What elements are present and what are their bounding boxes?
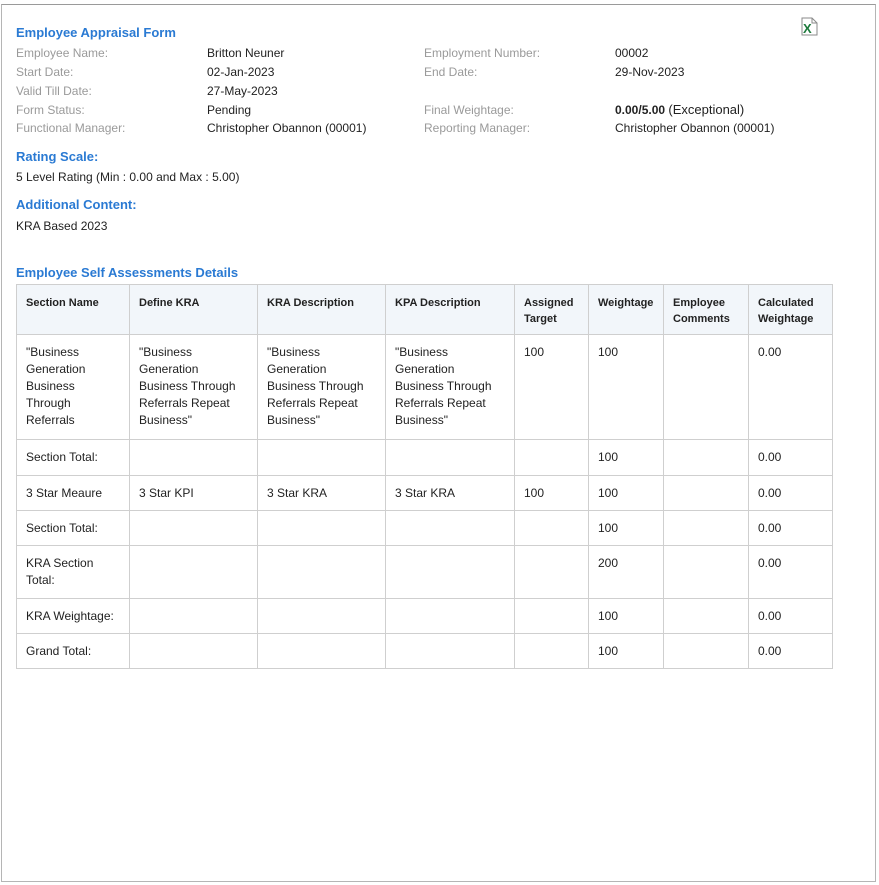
table-cell (664, 511, 749, 546)
rating-scale-title: Rating Scale: (16, 149, 99, 164)
column-header: Define KRA (130, 285, 258, 335)
table-cell (386, 511, 515, 546)
start-date-label: Start Date: (16, 65, 74, 79)
table-cell (386, 546, 515, 599)
table-cell: 100 (515, 476, 589, 511)
table-cell (130, 599, 258, 634)
self-assessment-table (16, 284, 833, 669)
table-cell (130, 511, 258, 546)
table-cell: 100 (589, 634, 664, 669)
column-header: Calculated Weightage (749, 285, 833, 335)
table-cell: 200 (589, 546, 664, 599)
final-weightage-score: 0.00/5.00 (615, 103, 666, 117)
table-cell (515, 440, 589, 476)
functional-manager-value: Christopher Obannon (00001) (207, 121, 367, 135)
valid-till-value: 27-May-2023 (207, 84, 278, 98)
form-title: Employee Appraisal Form (16, 25, 176, 40)
table-row (17, 511, 833, 546)
table-cell: KRA Section Total: (17, 546, 130, 599)
table-cell: Section Total: (17, 511, 130, 546)
table-header-row (17, 285, 833, 335)
column-header: KPA Description (386, 285, 515, 335)
table-cell: 0.00 (749, 599, 833, 634)
table-cell (258, 634, 386, 669)
table-cell (258, 599, 386, 634)
employee-name-value: Britton Neuner (207, 46, 285, 60)
table-row (17, 440, 833, 476)
table-cell (664, 599, 749, 634)
final-weightage-label: Final Weightage: (424, 103, 514, 117)
table-cell: 3 Star KRA (386, 476, 515, 511)
table-cell: 0.00 (749, 476, 833, 511)
table-cell: 100 (515, 335, 589, 440)
form-status-label: Form Status: (16, 103, 85, 117)
valid-till-label: Valid Till Date: (16, 84, 92, 98)
table-cell: 0.00 (749, 440, 833, 476)
table-cell (664, 476, 749, 511)
table-cell (258, 440, 386, 476)
form-status-value: Pending (207, 103, 252, 117)
table-cell: "Business Generation Business Through Referrals Repeat Business" (258, 335, 386, 440)
table-cell (515, 599, 589, 634)
table-cell: "Business Generation Business Through Referrals Repeat Business" (386, 335, 515, 440)
reporting-manager-value: Christopher Obannon (00001) (615, 121, 775, 135)
table-cell (515, 511, 589, 546)
svg-text:X: X (803, 21, 812, 36)
self-assessment-title: Employee Self Assessments Details (16, 265, 239, 280)
table-cell: 100 (589, 335, 664, 440)
table-cell (130, 440, 258, 476)
table-cell (130, 546, 258, 599)
table-cell: 0.00 (749, 634, 833, 669)
table-cell: 0.00 (749, 335, 833, 440)
column-header: Employee Comments (664, 285, 749, 335)
table-cell (515, 546, 589, 599)
table-cell: "Business Generation Business Through Referrals Repeat Business" (130, 335, 258, 440)
table-cell (386, 634, 515, 669)
table-cell: 3 Star KPI (130, 476, 258, 511)
table-row (17, 476, 833, 511)
table-row (17, 335, 833, 440)
table-cell: 100 (589, 511, 664, 546)
column-header: KRA Description (258, 285, 386, 335)
column-header: Section Name (17, 285, 130, 335)
employee-name-label: Employee Name: (16, 46, 109, 60)
table-cell: 3 Star Meaure (17, 476, 130, 511)
table-cell (258, 546, 386, 599)
table-cell (258, 511, 386, 546)
reporting-manager-label: Reporting Manager: (424, 121, 531, 135)
table-cell (664, 546, 749, 599)
table-row (17, 599, 833, 634)
table-cell (515, 634, 589, 669)
table-cell: Grand Total: (17, 634, 130, 669)
column-header: Assigned Target (515, 285, 589, 335)
table-cell: 100 (589, 440, 664, 476)
table-cell (664, 335, 749, 440)
end-date-value: 29-Nov-2023 (615, 65, 685, 79)
table-cell: 0.00 (749, 511, 833, 546)
table-cell (664, 440, 749, 476)
employment-number-value: 00002 (615, 46, 649, 60)
table-cell: 100 (589, 599, 664, 634)
table-cell: Section Total: (17, 440, 130, 476)
functional-manager-label: Functional Manager: (16, 121, 126, 135)
table-cell: 3 Star KRA (258, 476, 386, 511)
table-cell: KRA Weightage: (17, 599, 130, 634)
table-cell (130, 634, 258, 669)
final-weightage-qualifier: (Exceptional) (668, 102, 745, 117)
end-date-label: End Date: (424, 65, 478, 79)
additional-content-text: KRA Based 2023 (16, 219, 108, 233)
start-date-value: 02-Jan-2023 (207, 65, 275, 79)
table-row (17, 546, 833, 599)
table-cell: 0.00 (749, 546, 833, 599)
table-cell (664, 634, 749, 669)
excel-export-icon[interactable] (800, 17, 819, 36)
table-cell: 100 (589, 476, 664, 511)
table-row (17, 634, 833, 669)
rating-scale-text: 5 Level Rating (Min : 0.00 and Max : 5.00) (16, 170, 240, 184)
table-cell (386, 599, 515, 634)
final-weightage-value (615, 102, 744, 117)
column-header: Weightage (589, 285, 664, 335)
table-cell: "Business Generation Business Through Referrals (17, 335, 130, 440)
additional-content-title: Additional Content: (16, 197, 137, 212)
employment-number-label: Employment Number: (424, 46, 541, 60)
table-cell (386, 440, 515, 476)
